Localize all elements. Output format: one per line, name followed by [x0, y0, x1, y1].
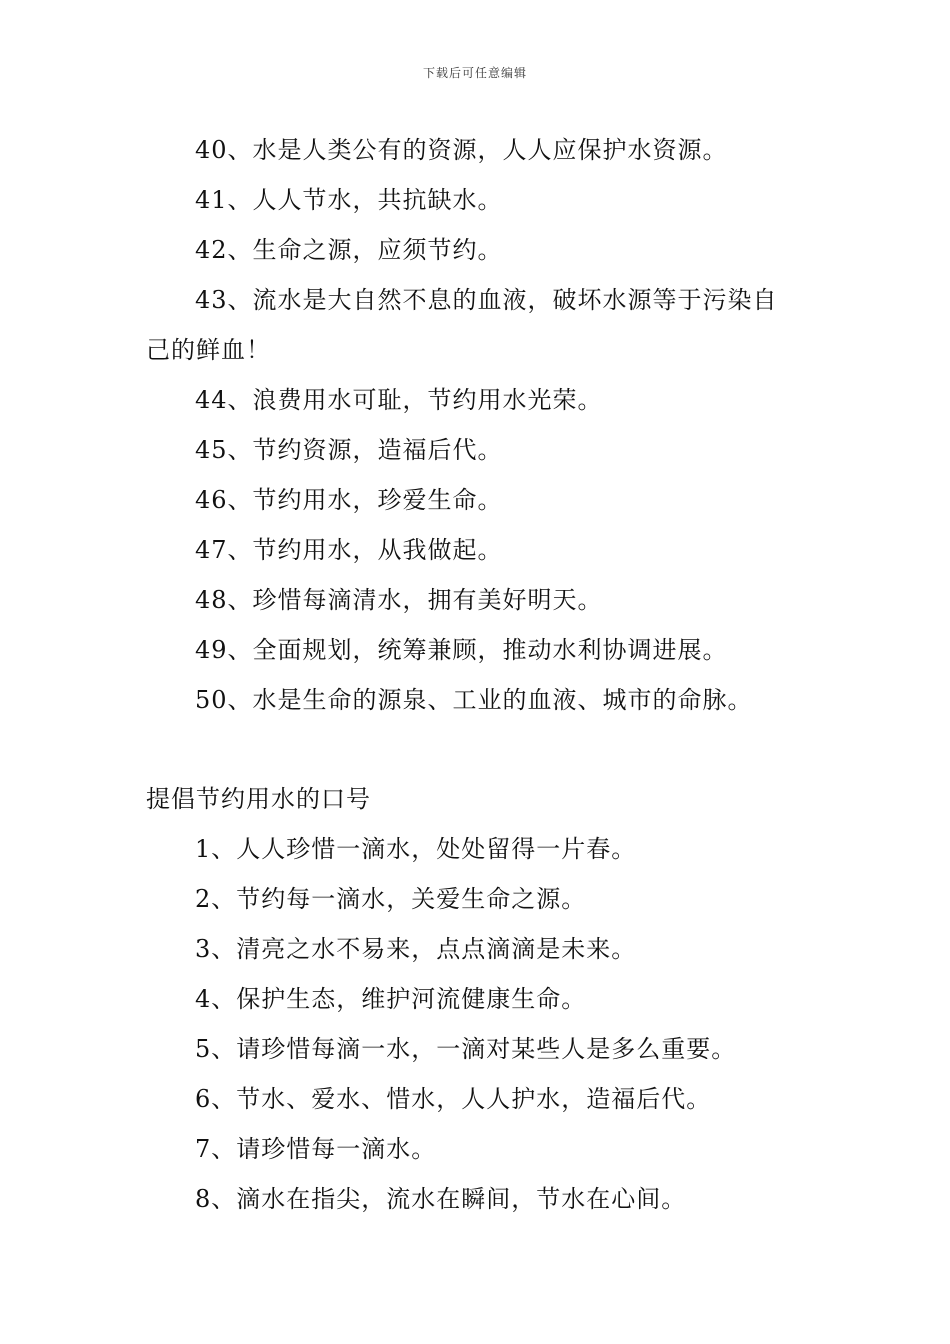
page-header: 下载后可任意编辑 — [422, 66, 527, 80]
list-item: 47、节约用水，从我做起。 — [195, 536, 503, 564]
list-item: 46、节约用水，珍爱生命。 — [195, 486, 503, 514]
list-item: 1、人人珍惜一滴水，处处留得一片春。 — [195, 835, 637, 863]
list-item: 43、流水是大自然不息的血液，破坏水源等于污染自 — [195, 286, 778, 314]
list-item: 44、浪费用水可耻，节约用水光荣。 — [195, 386, 603, 414]
list-item: 49、全面规划，统筹兼顾，推动水利协调进展。 — [195, 636, 728, 664]
list-item: 7、请珍惜每一滴水。 — [195, 1135, 437, 1163]
list-item: 50、水是生命的源泉、工业的血液、城市的命脉。 — [195, 686, 753, 714]
list-item-continuation: 己的鲜血！ — [146, 336, 271, 364]
list-item: 2、节约每一滴水，关爱生命之源。 — [195, 885, 587, 913]
list-item: 4、保护生态，维护河流健康生命。 — [195, 985, 587, 1013]
list-item: 3、清亮之水不易来，点点滴滴是未来。 — [195, 935, 637, 963]
list-item: 41、人人节水，共抗缺水。 — [195, 186, 503, 214]
list-item: 45、节约资源，造福后代。 — [195, 436, 503, 464]
list-item: 48、珍惜每滴清水，拥有美好明天。 — [195, 586, 603, 614]
list-item: 40、水是人类公有的资源，人人应保护水资源。 — [195, 136, 728, 164]
list-item: 6、节水、爱水、惜水，人人护水，造福后代。 — [195, 1085, 712, 1113]
list-item: 5、请珍惜每滴一水，一滴对某些人是多么重要。 — [195, 1035, 737, 1063]
list-item: 42、生命之源，应须节约。 — [195, 236, 503, 264]
list-item: 8、滴水在指尖，流水在瞬间，节水在心间。 — [195, 1185, 687, 1213]
section-title: 提倡节约用水的口号 — [146, 785, 371, 813]
